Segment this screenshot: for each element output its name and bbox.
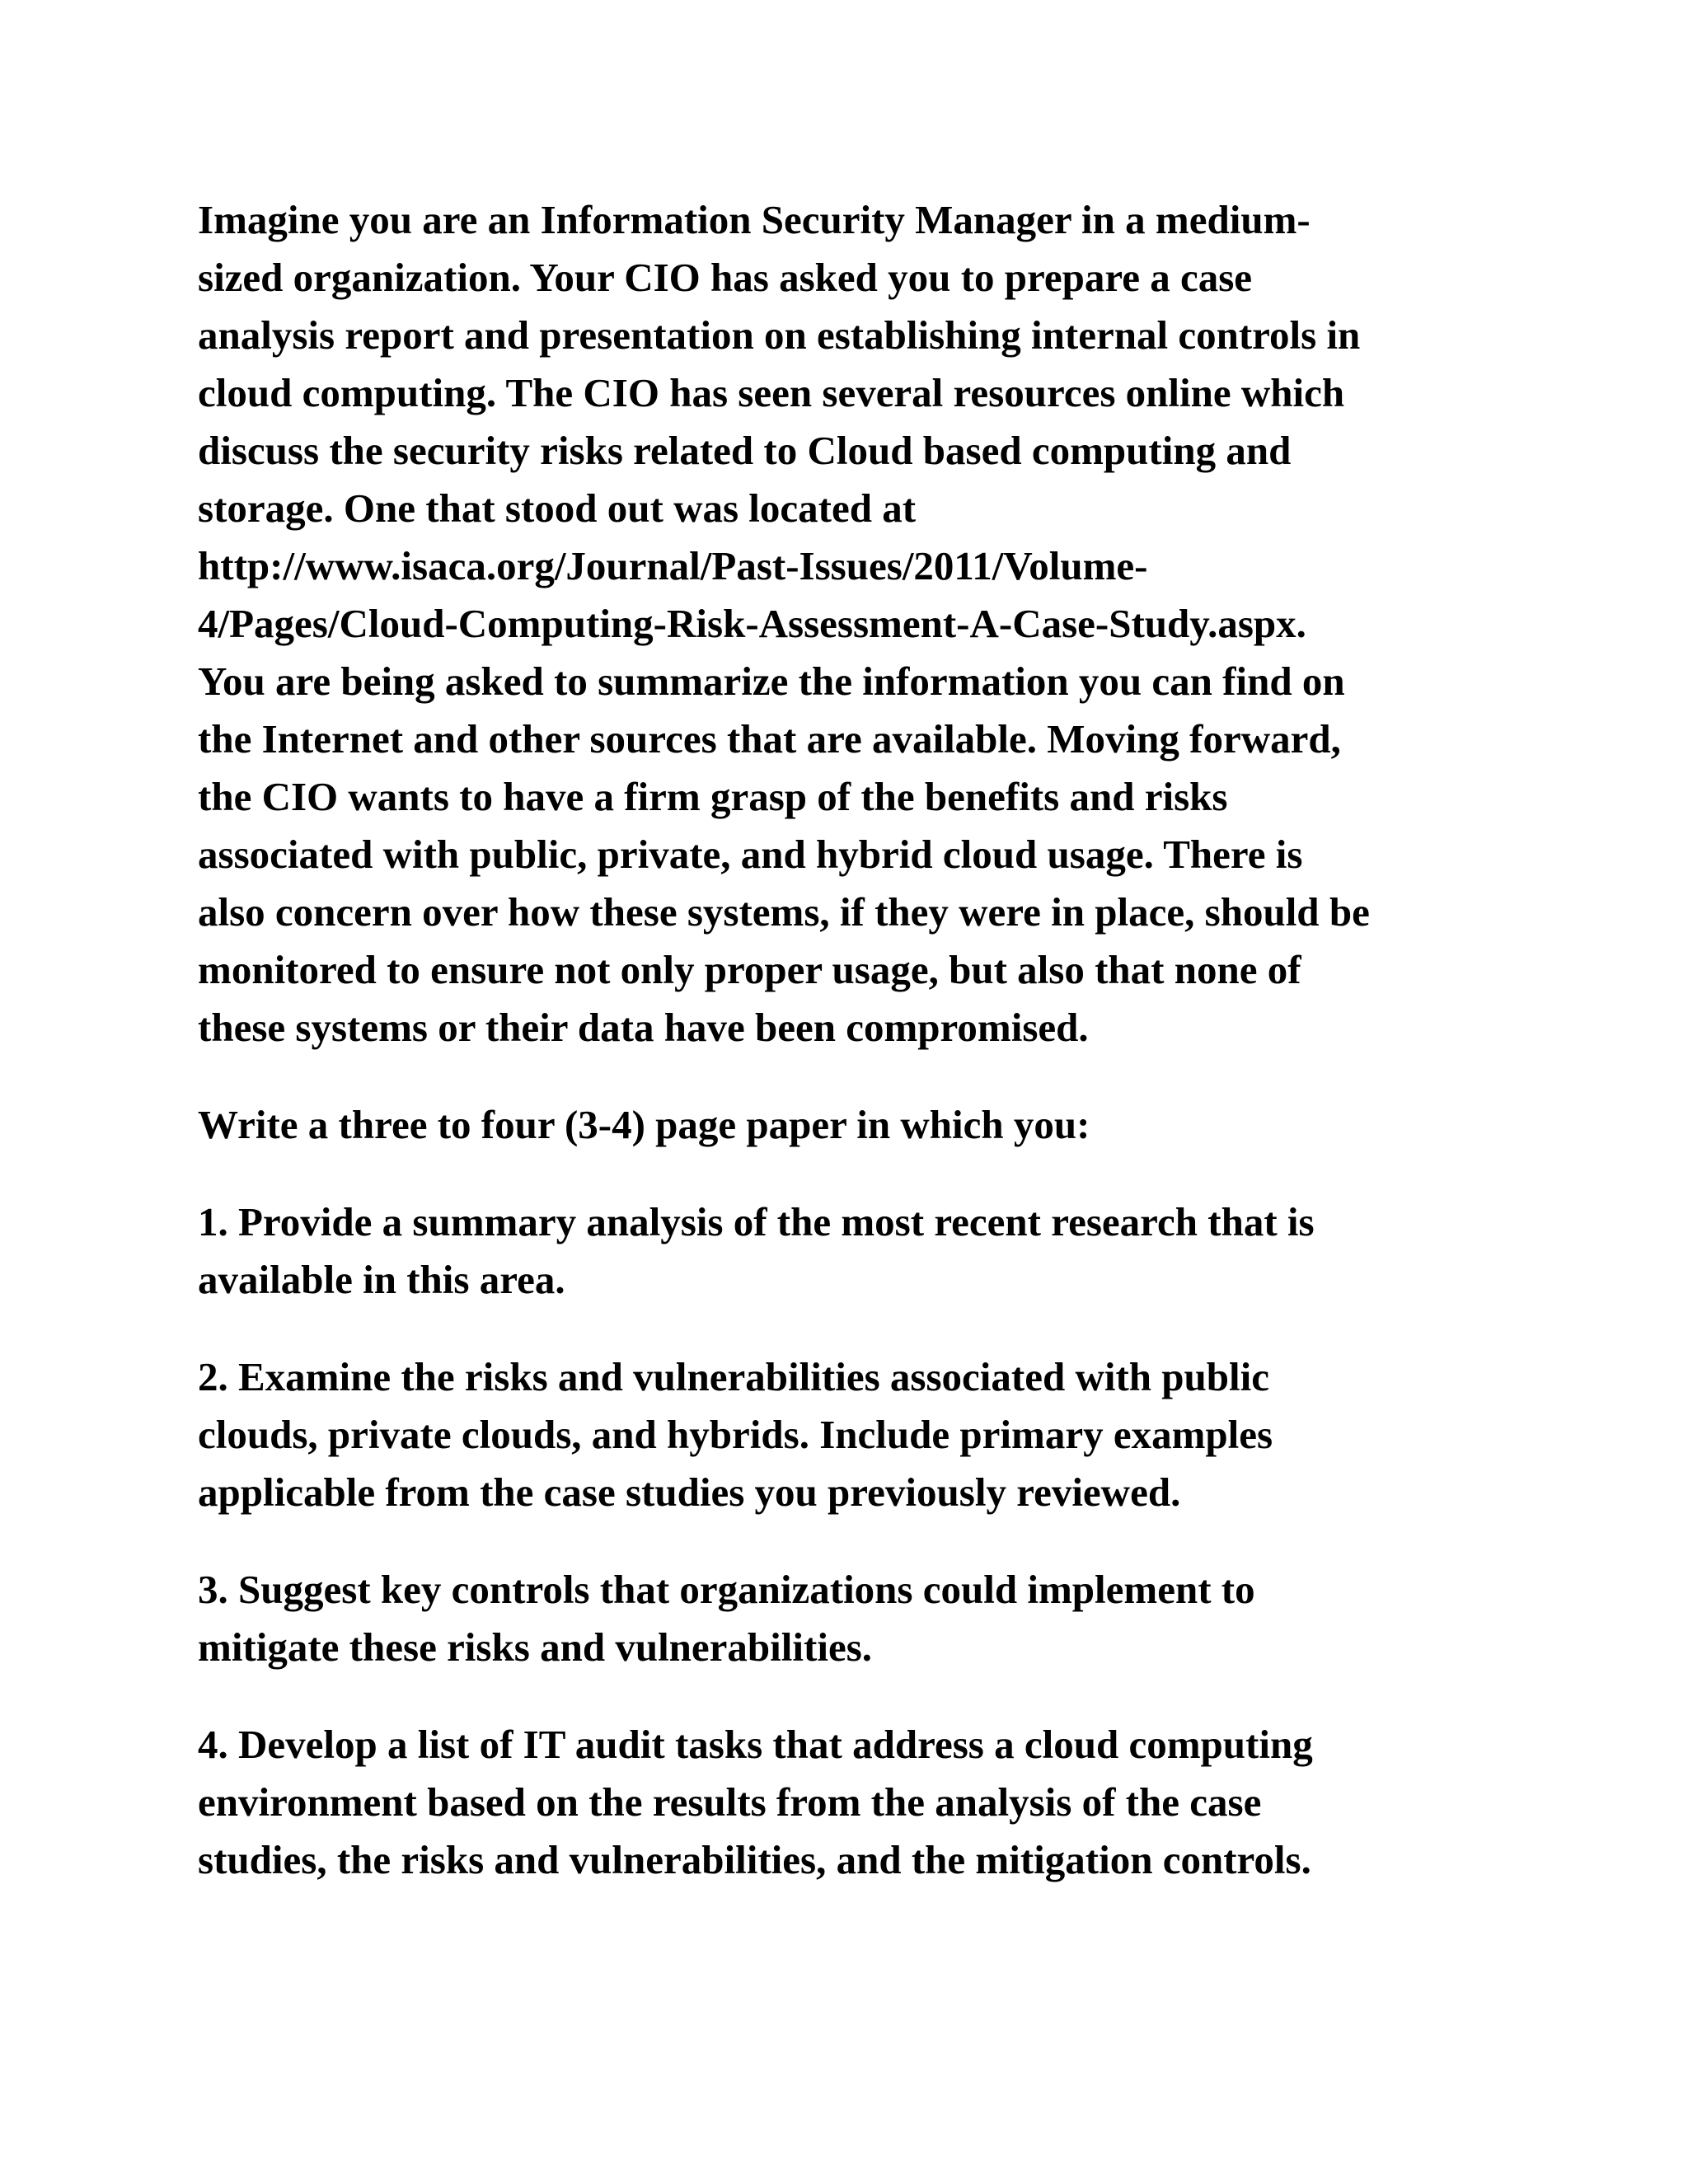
intro-line: the Internet and other sources that are available. Moving forward, — [198, 716, 1341, 762]
intro-line: Imagine you are an Information Security Manager in a medium- — [198, 197, 1311, 242]
intro-line: associated with public, private, and hybrid cloud usage. There is — [198, 832, 1303, 877]
task-item-2 — [198, 1348, 1500, 1521]
task-line: clouds, private clouds, and hybrids. Include primary examples — [198, 1412, 1273, 1457]
task-line: studies, the risks and vulnerabilities, and the mitigation controls. — [198, 1837, 1311, 1882]
intro-line: discuss the security risks related to Cloud based computing and — [198, 428, 1292, 473]
task-line: applicable from the case studies you previously reviewed. — [198, 1469, 1181, 1515]
task-line: environment based on the results from the analysis of the case — [198, 1779, 1262, 1825]
source-url-line: 4/Pages/Cloud-Computing-Risk-Assessment-A-Case-Study.aspx. — [198, 601, 1306, 646]
task-line: mitigate these risks and vulnerabilities. — [198, 1624, 873, 1670]
intro-line: also concern over how these systems, if they were in place, should be — [198, 889, 1370, 935]
intro-paragraph — [198, 191, 1500, 1057]
intro-line: sized organization. Your CIO has asked you to prepare a case — [198, 255, 1253, 300]
task-item-3 — [198, 1561, 1500, 1676]
task-line: 2. Examine the risks and vulnerabilities associated with public — [198, 1354, 1270, 1399]
intro-line: these systems or their data have been compromised. — [198, 1005, 1089, 1050]
instruction-paragraph — [198, 1096, 1500, 1154]
intro-line: the CIO wants to have a firm grasp of the benefits and risks — [198, 774, 1228, 819]
intro-line: cloud computing. The CIO has seen several resources online which — [198, 370, 1345, 415]
intro-line: analysis report and presentation on establishing internal controls in — [198, 312, 1361, 358]
intro-line: storage. One that stood out was located at — [198, 485, 917, 531]
task-line: available in this area. — [198, 1257, 565, 1302]
document-page — [198, 191, 1500, 1929]
task-item-4 — [198, 1716, 1500, 1889]
instruction-line: Write a three to four (3-4) page paper in which you: — [198, 1102, 1090, 1147]
task-line: 4. Develop a list of IT audit tasks that address a cloud computing — [198, 1722, 1313, 1767]
intro-line: You are being asked to summarize the information you can find on — [198, 658, 1345, 704]
task-line: 1. Provide a summary analysis of the most recent research that is — [198, 1199, 1315, 1244]
source-url-line: http://www.isaca.org/Journal/Past-Issues/2011/Volume- — [198, 543, 1148, 588]
intro-line: monitored to ensure not only proper usage, but also that none of — [198, 947, 1301, 992]
task-item-1 — [198, 1193, 1500, 1309]
task-line: 3. Suggest key controls that organizations could implement to — [198, 1567, 1255, 1612]
